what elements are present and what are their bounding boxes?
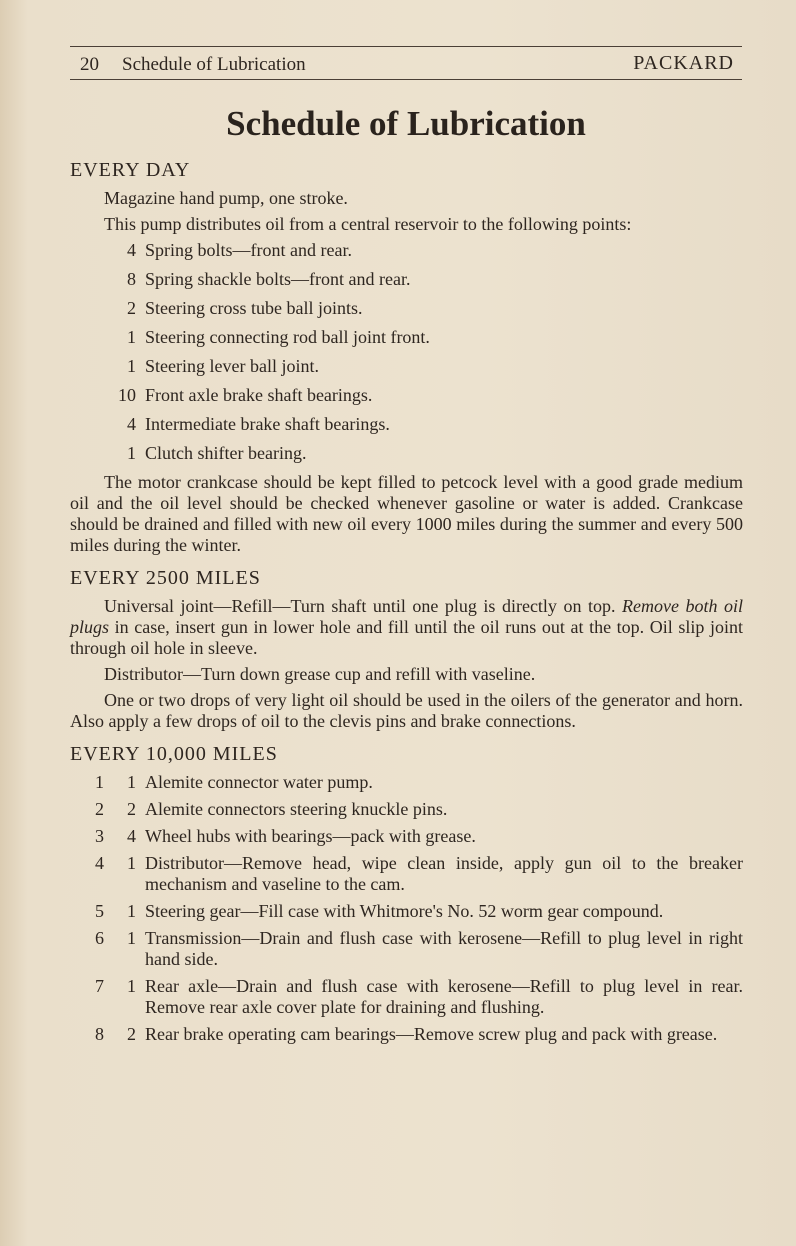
item-text: Distributor—Remove head, wipe clean inside, apply gun oil to the breaker mechanism and vaseline to the cam. bbox=[145, 853, 743, 894]
item-quantity: 1 bbox=[127, 772, 136, 792]
item-count: 8 bbox=[127, 269, 136, 289]
list-item bbox=[70, 826, 743, 847]
paragraph: The motor crankcase should be kept filled to petcock level with a good grade medium oil and the oil level should be checked whenever gasoline or water is added. Crankcase should be drained and filled with new oil every 1000 miles during the summer and every 500 miles during the winter. bbox=[70, 472, 743, 555]
item-text: Steering gear—Fill case with Whitmore's No. 52 worm gear compound. bbox=[145, 901, 664, 921]
paragraph: Magazine hand pump, one stroke. bbox=[104, 188, 348, 208]
text-run: in case, insert gun in lower hole and fill until the oil runs out at the top. Oil slip joint through oil hole in sleeve. bbox=[70, 617, 743, 658]
item-number: 2 bbox=[95, 799, 104, 819]
item-number: 3 bbox=[95, 826, 104, 846]
item-text: Steering cross tube ball joints. bbox=[145, 298, 363, 318]
item-quantity: 2 bbox=[127, 799, 136, 819]
text-run: Universal joint—Refill—Turn shaft until one plug is directly on top. bbox=[104, 596, 616, 616]
list-item bbox=[70, 853, 743, 895]
paragraph: One or two drops of very light oil should be used in the oilers of the generator and horn. Also apply a few drops of oil to the clevis pins and brake connections. bbox=[70, 690, 743, 731]
list-item bbox=[70, 976, 743, 1018]
page-content bbox=[70, 160, 743, 1051]
list-item bbox=[70, 1024, 743, 1045]
paragraph: This pump distributes oil from a central reservoir to the following points: bbox=[104, 214, 632, 234]
list-item bbox=[70, 385, 743, 406]
item-quantity: 1 bbox=[127, 976, 136, 996]
item-text: Spring shackle bolts—front and rear. bbox=[145, 269, 411, 289]
item-quantity: 1 bbox=[127, 853, 136, 873]
section-heading-every-10000: EVERY 10,000 MILES bbox=[70, 743, 278, 765]
list-item bbox=[70, 298, 743, 319]
item-text: Front axle brake shaft bearings. bbox=[145, 385, 373, 405]
item-count: 4 bbox=[127, 414, 136, 434]
item-quantity: 1 bbox=[127, 928, 136, 948]
item-quantity: 1 bbox=[127, 901, 136, 921]
item-count: 2 bbox=[127, 298, 136, 318]
item-count: 1 bbox=[127, 443, 136, 463]
brand-name: PACKARD bbox=[633, 52, 734, 74]
list-item bbox=[70, 901, 743, 922]
running-title: Schedule of Lubrication bbox=[122, 54, 306, 75]
item-count: 4 bbox=[127, 240, 136, 260]
list-item bbox=[70, 772, 743, 793]
item-number: 1 bbox=[95, 772, 104, 792]
item-count: 1 bbox=[127, 327, 136, 347]
list-item bbox=[70, 928, 743, 970]
item-text: Rear axle—Drain and flush case with kerosene—Refill to plug level in rear. Remove rear axle cover plate for draining and flushing. bbox=[145, 976, 743, 1017]
list-item bbox=[70, 443, 743, 464]
item-text: Alemite connector water pump. bbox=[145, 772, 373, 792]
item-text: Clutch shifter bearing. bbox=[145, 443, 307, 463]
item-text: Steering lever ball joint. bbox=[145, 356, 319, 376]
list-item bbox=[70, 327, 743, 348]
item-quantity: 2 bbox=[127, 1024, 136, 1044]
item-count: 1 bbox=[127, 356, 136, 376]
item-number: 8 bbox=[95, 1024, 104, 1044]
paragraph bbox=[70, 596, 743, 659]
item-number: 7 bbox=[95, 976, 104, 996]
item-quantity: 4 bbox=[127, 826, 136, 846]
page-number: 20 bbox=[80, 54, 99, 75]
list-item bbox=[70, 799, 743, 820]
item-text: Alemite connectors steering knuckle pins. bbox=[145, 799, 448, 819]
paragraph: Distributor—Turn down grease cup and refill with vaseline. bbox=[104, 664, 536, 684]
item-text: Wheel hubs with bearings—pack with grease. bbox=[145, 826, 476, 846]
item-text: Spring bolts—front and rear. bbox=[145, 240, 352, 260]
section-heading-every-2500: EVERY 2500 MILES bbox=[70, 567, 261, 589]
item-text: Intermediate brake shaft bearings. bbox=[145, 414, 390, 434]
item-count: 10 bbox=[118, 385, 136, 405]
list-item bbox=[70, 356, 743, 377]
list-item bbox=[70, 414, 743, 435]
item-number: 6 bbox=[95, 928, 104, 948]
list-item bbox=[70, 269, 743, 290]
item-number: 4 bbox=[95, 853, 104, 873]
page-title: Schedule of Lubrication bbox=[226, 104, 586, 143]
item-text: Rear brake operating cam bearings—Remove screw plug and pack with grease. bbox=[145, 1024, 718, 1044]
section-heading-every-day: EVERY DAY bbox=[70, 159, 191, 181]
list-item bbox=[70, 240, 743, 261]
item-number: 5 bbox=[95, 901, 104, 921]
item-text: Transmission—Drain and flush case with kerosene—Refill to plug level in right hand side. bbox=[145, 928, 743, 969]
item-text: Steering connecting rod ball joint front. bbox=[145, 327, 430, 347]
running-header bbox=[70, 46, 742, 80]
italic-text: Remove both oil plugs bbox=[70, 596, 744, 637]
